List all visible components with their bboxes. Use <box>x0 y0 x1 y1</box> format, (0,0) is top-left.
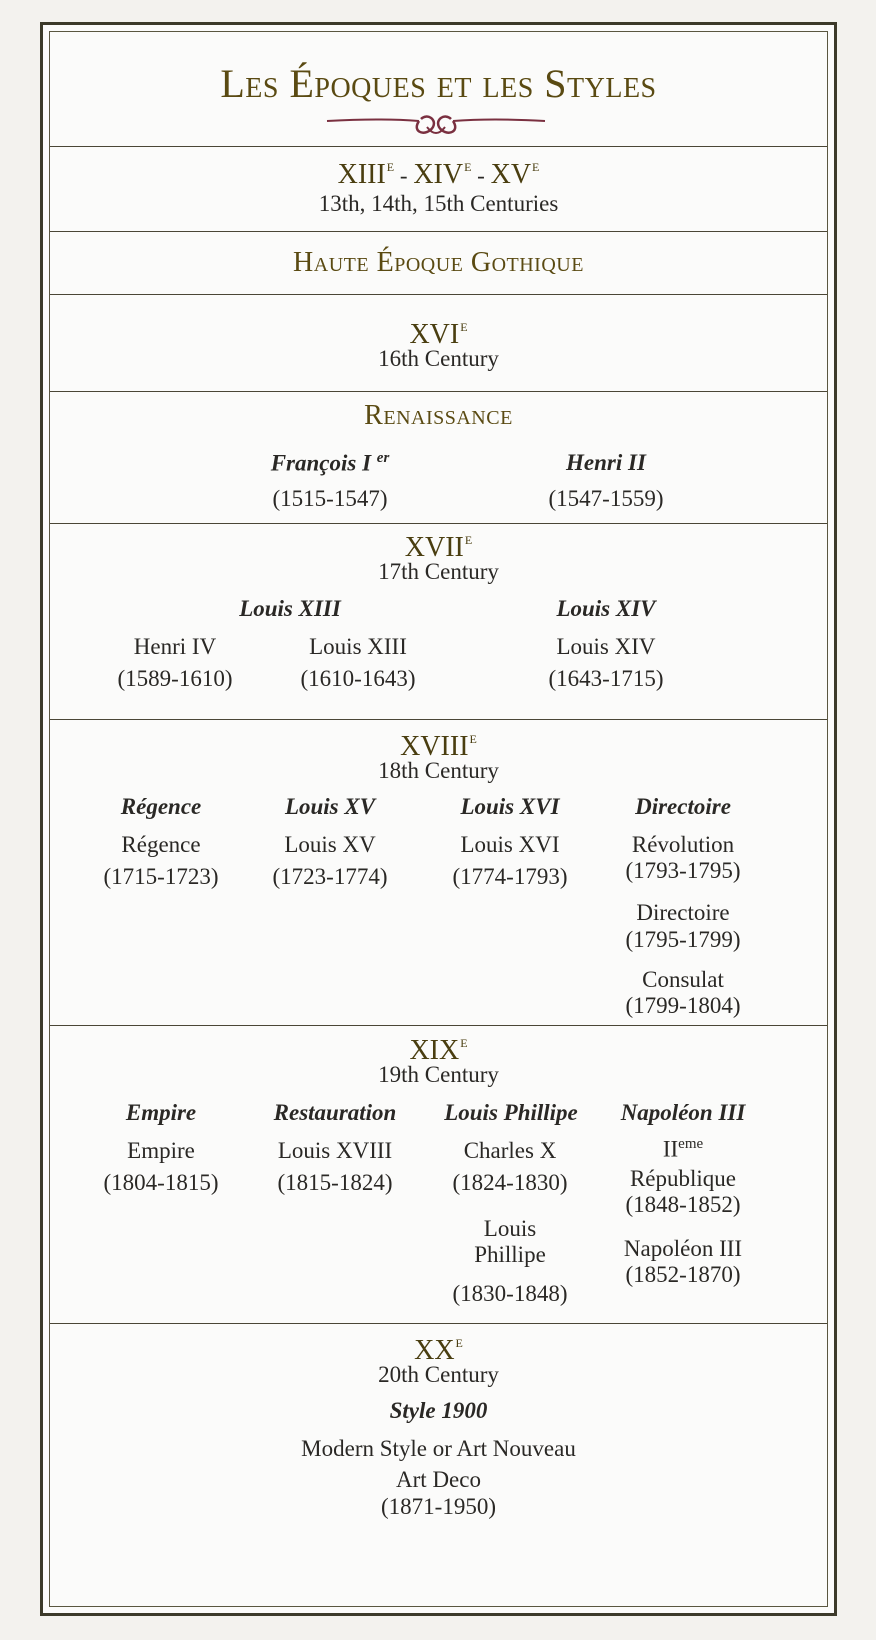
century-roman: XVIIIe <box>400 728 477 762</box>
page-title: Les Époques et les Styles <box>220 61 657 106</box>
king-dates: (1610-1643) <box>300 666 416 691</box>
period-dates: (1804-1815) <box>103 1170 219 1195</box>
section-18th <box>50 720 827 1026</box>
ornament-flourish-icon <box>323 105 549 139</box>
style-name: Louis XVI <box>460 794 560 819</box>
reign-dates: (1515-1547) <box>272 486 388 511</box>
period-name: Régence <box>121 832 201 857</box>
period-name: IIeme <box>662 1136 704 1162</box>
king-dates: (1589-1610) <box>117 666 233 691</box>
century-roman: XIIIe - XIVe - XVe <box>337 156 540 190</box>
century-roman: XVIIe <box>404 529 473 563</box>
period-name: Charles X <box>463 1138 557 1163</box>
style-name: Style 1900 <box>389 1398 488 1423</box>
reign-name: Henri II <box>566 450 646 475</box>
style-name: Louis XIII <box>239 596 341 621</box>
period-dates: (1715-1723) <box>103 864 219 889</box>
century-label: 16th Century <box>378 346 499 371</box>
period-name: Empire <box>127 1138 195 1163</box>
title-section <box>50 32 827 147</box>
king-name: Louis XIII <box>309 634 407 659</box>
style-name: Directoire <box>635 794 731 819</box>
king-name: Henri IV <box>133 634 217 659</box>
style-name: Louis Phillipe <box>444 1100 578 1125</box>
period-name: Louis XVIII <box>277 1138 393 1163</box>
poster-inner-border <box>49 31 828 1607</box>
period-dates: (1799-1804) <box>625 993 741 1018</box>
style-name: Haute Époque Gothique <box>293 247 584 278</box>
section-gothique <box>50 232 827 295</box>
period-name: République <box>629 1166 737 1191</box>
period-name: Louis XV <box>284 832 376 857</box>
style-name: Louis XV <box>284 794 376 819</box>
style-description: Modern Style or Art Nouveau <box>301 1436 576 1461</box>
king-name: Louis XIV <box>556 634 656 659</box>
period-name: Consulat <box>642 967 724 992</box>
style-name: Napoléon III <box>620 1100 746 1125</box>
reign-name: François I $^{er}$ <box>270 450 390 476</box>
century-label: 17th Century <box>378 559 499 584</box>
section-16th <box>50 295 827 392</box>
century-roman: XXe <box>414 1332 463 1366</box>
period-dates: (1852-1870) <box>625 1262 741 1287</box>
style-name: Louis XIV <box>556 596 656 621</box>
century-label: 19th Century <box>378 1062 499 1087</box>
period-name: Napoléon III <box>623 1236 743 1261</box>
century-label: 18th Century <box>378 758 499 783</box>
period-name: Directoire <box>636 900 730 925</box>
section-13-15th <box>50 147 827 232</box>
style-description: Art Deco <box>396 1467 481 1492</box>
period-dates: (1848-1852) <box>625 1192 741 1217</box>
period-dates: (1795-1799) <box>625 927 741 952</box>
period-name: Révolution <box>631 832 735 857</box>
period-dates: (1723-1774) <box>272 864 388 889</box>
period-dates: (1793-1795) <box>625 858 741 883</box>
century-roman: XVIe <box>409 316 468 350</box>
period-name: Phillipe <box>474 1242 546 1267</box>
period-dates: (1815-1824) <box>277 1170 393 1195</box>
style-name: Renaissance <box>364 400 513 431</box>
poster-frame <box>40 22 837 1616</box>
period-name: Louis XVI <box>460 832 560 857</box>
period-dates: (1824-1830) <box>452 1170 568 1195</box>
reign-dates: (1547-1559) <box>548 486 664 511</box>
style-name: Empire <box>125 1100 197 1125</box>
style-name: Restauration <box>273 1100 397 1125</box>
period-dates: (1830-1848) <box>452 1281 568 1306</box>
century-label: 13th, 14th, 15th Centuries <box>318 191 559 216</box>
style-name: Régence <box>120 794 202 819</box>
section-17th <box>50 524 827 720</box>
century-label: 20th Century <box>378 1362 499 1387</box>
period-name: Louis <box>483 1216 537 1241</box>
period-dates: (1774-1793) <box>452 864 568 889</box>
king-dates: (1643-1715) <box>548 666 664 691</box>
section-19th <box>50 1026 827 1324</box>
period-dates: (1871-1950) <box>381 1494 496 1519</box>
century-roman: XIXe <box>409 1032 468 1066</box>
section-20th <box>50 1324 827 1614</box>
section-renaissance <box>50 392 827 524</box>
